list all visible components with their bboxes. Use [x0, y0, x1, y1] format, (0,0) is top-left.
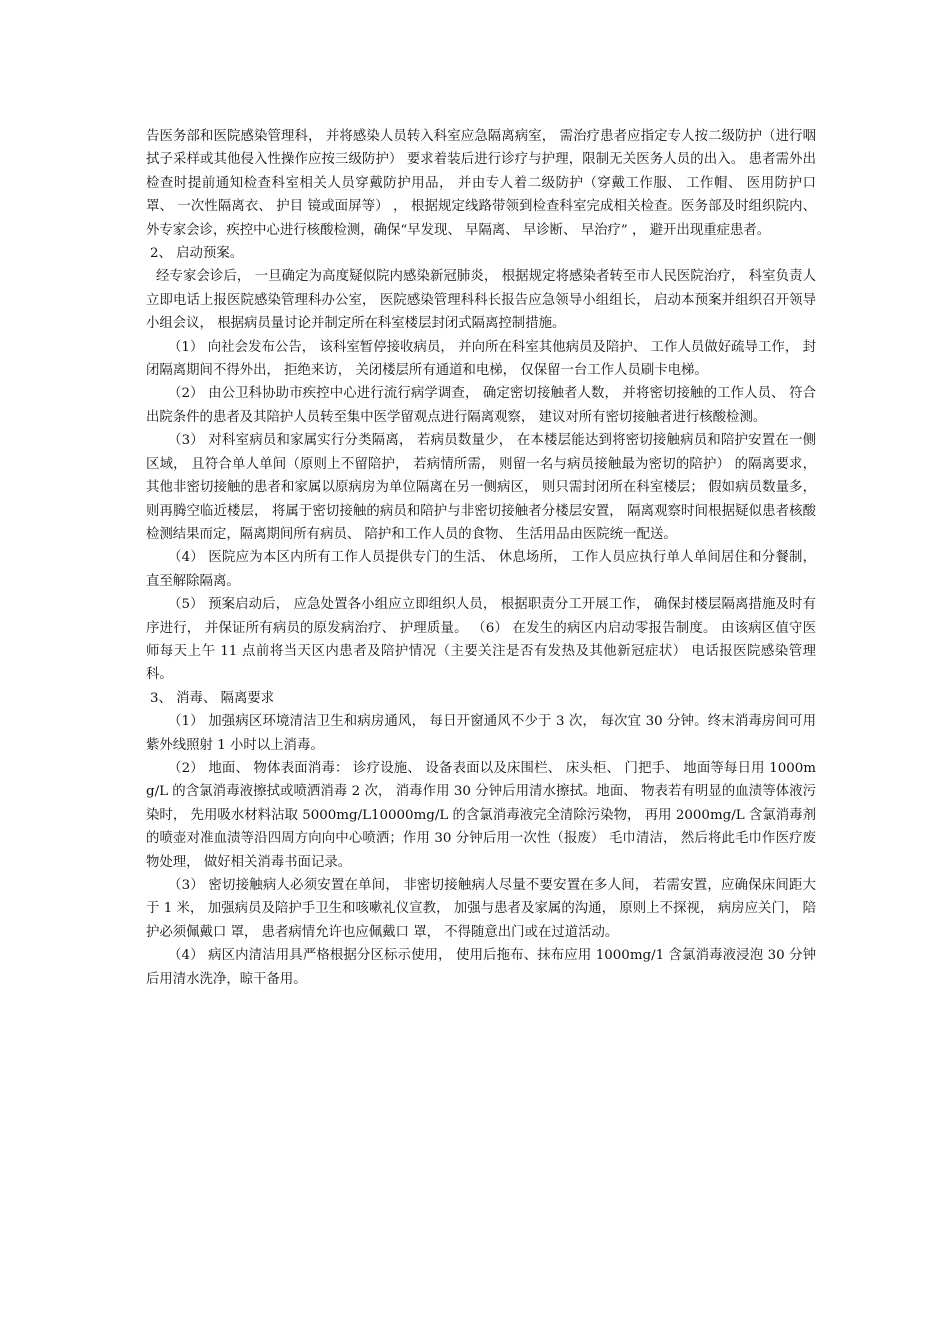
paragraph-item-5-6: （5） 预案启动后， 应急处置各小组应立即组织人员， 根据职责分工开展工作， 确保封楼层隔离措施及时有序进行， 并保证所有病员的原发病治疗、 护理质量。 （6） 在发生的病区内启动零报告制度。 由该病区值守医师每天上午 11 点前将当天区内患者及陪护情况（主要关注是否有发热及其他新冠症状） 电话报医院感染管理科。: [146, 597, 816, 683]
paragraph-disinfection-4: （4） 病区内清洁用具严格根据分区标示使用， 使用后拖布、抹布应用 1000mg/1 含氯消毒液浸泡 30 分钟后用清水洗净，晾干备用。: [146, 948, 816, 987]
paragraph-disinfection-3: （3） 密切接触病人必须安置在单间， 非密切接触病人尽量不要安置在多人间， 若需安置，应确保床间距大于 1 米， 加强病员及陪护手卫生和咳嗽礼仪宣教， 加强与患者及家属的沟通， 原则上不探视， 病房应关门， 陪护必须佩戴口 罩， 患者病情允许也应佩戴口 罩， 不得随意出门或在过道活动。: [146, 878, 816, 940]
paragraph-item-2: （2） 由公卫科协助市疾控中心进行流行病学调查， 确定密切接触者人数， 并将密切接触的工作人员、 符合出院条件的患者及其陪护人员转至集中医学留观点进行隔离观察， 建议对所有密切接触者进行核酸检测。: [146, 386, 816, 425]
paragraph-disinfection-2: （2） 地面、 物体表面消毒： 诊疗设施、 设备表面以及床围栏、 床头柜、 门把手、 地面等每日用 1000mg/L 的含氯消毒液擦拭或喷洒消毒 2 次， 消毒作用 30 分钟后用清水擦拭。地面、 物表若有明显的血渍等体液污染时， 先用吸水材料沾取 5000mg/L10000mg/L 的含氯消毒液完全清除污染物， 再用 2000mg/L 含氯消毒剂的喷壶对准血渍等沿四周方向向中心喷洒；作用 30 分钟后用一次性（报废） 毛巾清洁， 然后将此毛巾作医疗废物处理， 做好相关消毒书面记录。: [146, 760, 816, 870]
document-page: [146, 125, 816, 991]
paragraph-item-1: （1） 向社会发布公告， 该科室暂停接收病员， 并向所在科室其他病员及陪护、 工作人员做好疏导工作， 封闭隔离期间不得外出， 拒绝来访， 关闭楼层所有通道和电梯， 仅保留一台工作人员刷卡电梯。: [146, 339, 816, 379]
section-heading-3: 3、 消毒、 隔离要求: [150, 690, 275, 706]
paragraph-item-3: （3） 对科室病员和家属实行分类隔离， 若病员数量少， 在本楼层能达到将密切接触病员和陪护安置在一侧区域， 且符合单人单间（原则上不留陪护， 若病情所需， 则留一名与病员接触最为密切的陪护） 的隔离要求， 其他非密切接触的患者和家属以原病房为单位隔离在另一侧病区， 则只需封闭所在科室楼层； 假如病员数量多， 则再腾空临近楼层， 将属于密切接触的病员和陪护与非密切接触者分楼层安置， 隔离观察时间根据疑似患者核酸检测结果而定，隔离期间所有病员、 陪护和工作人员的食物、 生活用品由医院统一配送。: [146, 433, 816, 542]
paragraph-disinfection-1: （1） 加强病区环境清洁卫生和病房通风， 每日开窗通风不少于 3 次， 每次宜 30 分钟。终末消毒房间可用紫外线照射 1 小时以上消毒。: [146, 714, 816, 753]
paragraph-continuation: 告医务部和医院感染管理科， 并将感染人员转入科室应急隔离病室， 需治疗患者应指定专人按二级防护（进行咽拭子采样或其他侵入性操作应按三级防护） 要求着装后进行诊疗与护理，限制无关医务人员的出入。 患者需外出检查时提前通知检查科室相关人员穿戴防护用品， 并由专人着二级防护（穿戴工作服、 工作帽、 医用防护口 罩、 一次性隔离衣、 护目 镜或面屏等） ， 根据规定线路带领到检查科室完成相关检查。医务部及时组织院内、 外专家会诊，疾控中心进行核酸检测，确保“早发现、 早隔离、 早诊断、 早治疗” ， 避开出现重症患者。: [146, 129, 816, 238]
section-heading-2: 2、 启动预案。: [150, 246, 244, 262]
paragraph-item-4: （4） 医院应为本区内所有工作人员提供专门的生活、 休息场所， 工作人员应执行单人单间居住和分餐制， 直至解除隔离。: [146, 550, 816, 589]
paragraph-expert-consultation: 经专家会诊后， 一旦确定为高度疑似院内感染新冠肺炎， 根据规定将感染者转至市人民医院治疗， 科室负责人立即电话上报医院感染管理科办公室， 医院感染管理科科长报告应急领导小组组长， 启动本预案并组织召开领导小组会议， 根据病员量讨论并制定所在科室楼层封闭式隔离控制措施。: [146, 269, 816, 332]
